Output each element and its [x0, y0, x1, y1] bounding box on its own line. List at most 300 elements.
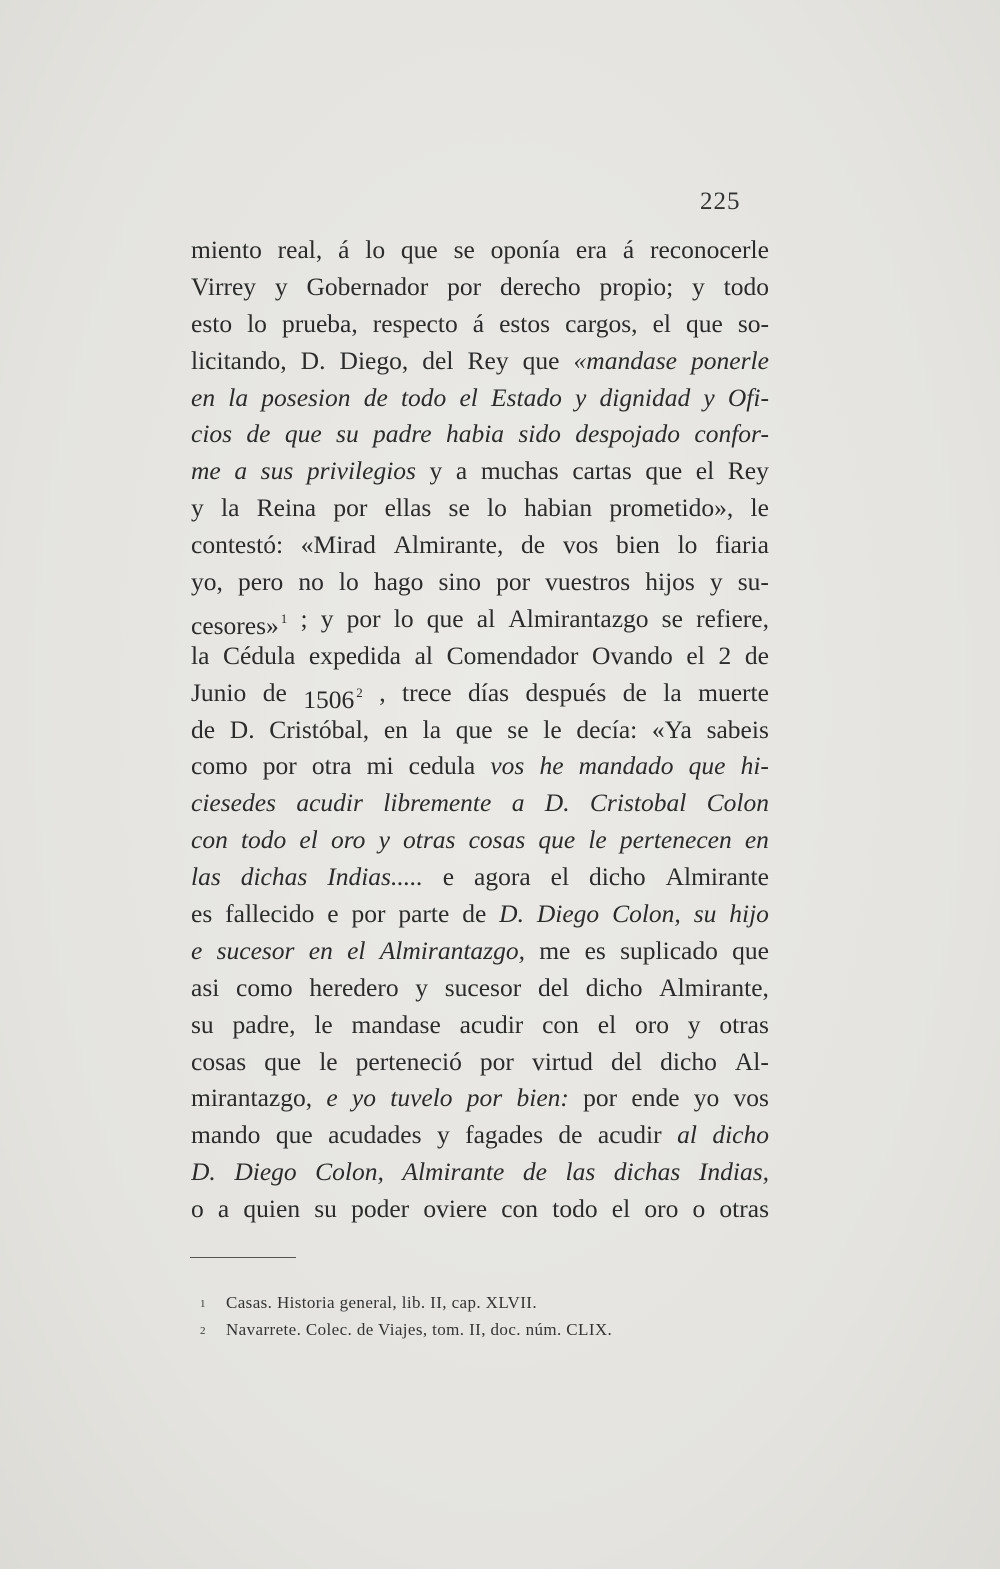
word-text: vuestros	[545, 567, 631, 597]
word	[719, 1191, 769, 1228]
word	[356, 1044, 462, 1081]
word-text: en	[191, 382, 216, 412]
word	[598, 1007, 616, 1044]
word-text: sus	[260, 456, 294, 486]
word-text: parte	[398, 899, 450, 929]
word-text: Almirante	[402, 1157, 505, 1187]
word	[703, 380, 714, 417]
word-text: de	[262, 677, 287, 707]
word	[652, 712, 692, 749]
word	[499, 896, 524, 933]
word-text: lo	[393, 603, 414, 633]
word-text: me	[539, 935, 571, 965]
word-text: me	[191, 456, 221, 486]
word-text: por	[466, 1083, 503, 1113]
word-text: lo	[338, 567, 359, 597]
word	[729, 896, 769, 933]
word-text: por	[583, 1083, 618, 1113]
word	[351, 896, 385, 933]
word	[545, 564, 630, 601]
text-line	[191, 343, 769, 380]
word	[666, 859, 769, 896]
word	[512, 785, 525, 822]
word-text: de	[521, 530, 546, 560]
word-text: trece	[402, 677, 452, 707]
word	[724, 269, 769, 306]
word-text: e	[191, 935, 203, 965]
word	[339, 564, 359, 601]
word	[384, 712, 408, 749]
word	[191, 306, 232, 343]
word	[331, 822, 365, 859]
word	[191, 1191, 204, 1228]
word	[228, 380, 248, 417]
word-text: fallecido	[225, 899, 315, 929]
word	[659, 970, 769, 1007]
word-text: Ofi-	[727, 382, 769, 412]
word	[620, 933, 718, 970]
word	[225, 896, 314, 933]
word-text: mandado	[578, 751, 674, 781]
word-text: mirantazgo,	[191, 1083, 313, 1113]
word	[223, 638, 295, 675]
word-text: habian	[524, 493, 593, 523]
word	[677, 1117, 697, 1154]
word-text: de	[744, 640, 769, 670]
word	[319, 1044, 337, 1081]
word-text: otras	[719, 1194, 769, 1224]
word-text: a	[511, 788, 525, 818]
word	[191, 638, 209, 675]
word	[728, 453, 769, 490]
word-text: al	[677, 1120, 697, 1150]
word	[575, 416, 680, 453]
word-text: muchas	[480, 456, 559, 486]
word-text: Virrey	[191, 271, 257, 301]
word-text: licitando,	[191, 345, 287, 375]
word	[507, 712, 528, 749]
word-text: la	[663, 677, 682, 707]
word	[462, 896, 486, 933]
word-text: «Mirad	[300, 530, 376, 560]
word-text: prueba,	[281, 308, 358, 338]
word-text: es	[191, 899, 213, 929]
word	[538, 970, 569, 1007]
word-text: o	[191, 1194, 204, 1224]
text-line	[191, 748, 769, 785]
word	[712, 1117, 769, 1154]
word	[635, 1007, 669, 1044]
word	[379, 675, 385, 712]
word	[456, 712, 493, 749]
word-text: el	[459, 382, 478, 412]
word	[477, 601, 495, 638]
word	[191, 1080, 312, 1117]
word	[307, 453, 416, 490]
word	[465, 1117, 543, 1154]
word	[583, 1080, 617, 1117]
word	[234, 453, 247, 490]
word-text: todo	[552, 1194, 598, 1224]
word-text: real,	[277, 235, 323, 264]
word	[650, 232, 769, 269]
word	[191, 896, 212, 933]
word	[620, 822, 732, 859]
word	[694, 416, 769, 453]
word-text: ende	[631, 1083, 680, 1113]
word-text: y	[692, 271, 705, 301]
word	[491, 380, 562, 417]
word-text: cargos,	[565, 308, 638, 338]
word	[365, 232, 385, 269]
word-text: el	[695, 456, 715, 486]
word-text: hijos	[645, 567, 695, 597]
word	[551, 859, 569, 896]
text-line	[191, 1117, 769, 1154]
word	[437, 1117, 450, 1154]
word-text: «mandase	[573, 345, 677, 375]
word-text: fiaria	[715, 530, 769, 560]
word-text: le	[750, 493, 769, 523]
word	[663, 675, 681, 712]
word	[526, 675, 607, 712]
word	[585, 933, 606, 970]
text-line	[191, 822, 769, 859]
word	[645, 453, 682, 490]
word	[303, 675, 363, 712]
word	[191, 1117, 260, 1154]
word-text: la	[228, 382, 249, 412]
word-text: dicho	[588, 862, 646, 892]
word-text: en	[383, 714, 408, 744]
word	[246, 416, 270, 453]
text-line	[191, 601, 769, 638]
word-text: su	[693, 899, 717, 929]
word-text: hago	[373, 567, 424, 597]
word-text: Gobernador	[306, 271, 429, 301]
word	[644, 1191, 678, 1228]
word	[298, 564, 324, 601]
word-text: Cristóbal,	[269, 714, 370, 744]
word-text: y	[687, 1009, 701, 1039]
word	[499, 306, 550, 343]
word	[686, 638, 704, 675]
word-text: Indias,	[698, 1157, 769, 1187]
word-text: pertenecen	[619, 825, 732, 855]
word	[518, 416, 561, 453]
word-text: yo,	[191, 567, 223, 597]
word	[500, 269, 581, 306]
word-text: de	[622, 677, 647, 707]
word	[238, 564, 283, 601]
word	[352, 1007, 441, 1044]
word-text: Colon,	[612, 899, 681, 929]
word-text: Almirantazgo,	[379, 935, 525, 965]
body-text	[191, 232, 769, 1228]
word-text: lo	[677, 530, 698, 560]
word-text: se	[453, 235, 475, 264]
word	[732, 933, 769, 970]
word-text: acudir	[459, 1009, 524, 1039]
text-line	[191, 564, 769, 601]
word	[575, 380, 586, 417]
word	[336, 416, 359, 453]
word-text: se	[661, 603, 683, 633]
word-text: que	[538, 825, 576, 855]
footnote-2	[200, 1317, 760, 1344]
word-text: Cédula	[223, 640, 296, 670]
text-line	[191, 859, 769, 896]
word	[352, 1080, 376, 1117]
word-text: otras	[403, 825, 456, 855]
word	[439, 564, 482, 601]
word	[487, 490, 507, 527]
word-text: 2	[718, 640, 732, 670]
word	[698, 675, 769, 712]
word	[576, 232, 607, 269]
word-text: ,	[379, 677, 386, 707]
word	[523, 1154, 547, 1191]
word-text: so-	[737, 308, 769, 338]
word	[276, 1117, 313, 1154]
word	[191, 712, 215, 749]
word-text: Estado	[491, 382, 562, 412]
word-text: e	[327, 899, 339, 929]
word	[623, 675, 647, 712]
word	[367, 748, 394, 785]
word	[689, 748, 726, 785]
word	[241, 822, 286, 859]
word-text: el	[550, 862, 570, 892]
word-text: estos	[499, 308, 551, 338]
word	[191, 232, 262, 269]
word-text: expedida	[308, 640, 401, 670]
word	[447, 269, 481, 306]
word-text: el	[597, 1009, 617, 1039]
word	[653, 306, 671, 343]
word-text: hijo	[729, 899, 769, 929]
word	[468, 675, 509, 712]
word-text: bien:	[516, 1083, 569, 1113]
word	[191, 453, 221, 490]
word	[456, 453, 467, 490]
word-text: después	[525, 677, 607, 707]
word-text: a	[234, 456, 248, 486]
word	[454, 232, 475, 269]
word	[745, 822, 769, 859]
word	[699, 1154, 769, 1191]
word-text: con	[501, 1194, 539, 1224]
word-text: por	[262, 751, 297, 781]
word	[598, 1117, 662, 1154]
word-text: sino	[438, 567, 482, 597]
word-text: la	[220, 493, 240, 523]
word	[191, 1007, 214, 1044]
word-text: que	[688, 751, 726, 781]
word-text: como	[236, 972, 293, 1002]
word	[217, 933, 295, 970]
word-text: Diego	[234, 1157, 297, 1187]
word-text: sabeis	[706, 714, 769, 744]
word-text: de	[522, 1157, 547, 1187]
word-text: padre,	[232, 1009, 296, 1039]
page-number: 225	[700, 188, 741, 215]
word	[402, 1154, 504, 1191]
word-text: ponerle	[691, 345, 769, 375]
word	[537, 896, 599, 933]
word	[611, 1044, 642, 1081]
text-line	[191, 306, 769, 343]
word	[430, 453, 443, 490]
word	[364, 380, 388, 417]
word	[707, 785, 769, 822]
word	[321, 601, 334, 638]
word	[264, 1044, 301, 1081]
word-text: dicho	[712, 1120, 769, 1150]
word	[738, 564, 769, 601]
word	[579, 748, 674, 785]
word	[427, 601, 464, 638]
word	[710, 564, 723, 601]
word	[469, 822, 526, 859]
word	[474, 859, 531, 896]
word-text: y	[709, 567, 723, 597]
word-text: al	[414, 640, 434, 670]
word-text: 1506	[303, 684, 355, 712]
word	[481, 453, 559, 490]
word	[402, 675, 452, 712]
word	[398, 896, 449, 933]
word-text: padre	[373, 419, 432, 449]
word	[373, 416, 432, 453]
word-text: tuvelo	[390, 1083, 453, 1113]
word-text: y	[274, 271, 288, 301]
word-text: dignidad	[599, 382, 691, 412]
word	[373, 306, 458, 343]
text-line	[191, 896, 769, 933]
word-text: dichas	[613, 1157, 681, 1187]
word	[309, 970, 398, 1007]
word-text: todo	[723, 271, 769, 301]
word-text: que	[522, 345, 560, 375]
word	[383, 785, 491, 822]
word-text: cosas	[191, 1046, 247, 1076]
word-text: á	[472, 308, 485, 338]
word-text: a	[455, 456, 468, 486]
word	[631, 1080, 679, 1117]
word	[247, 306, 267, 343]
word	[326, 1080, 337, 1117]
word	[243, 1191, 300, 1228]
word	[745, 638, 769, 675]
word	[191, 269, 256, 306]
word	[467, 1080, 502, 1117]
word	[738, 306, 769, 343]
word	[423, 1191, 487, 1228]
word	[351, 1191, 409, 1228]
word	[218, 1191, 229, 1228]
word	[278, 232, 323, 269]
word-text: cartas	[572, 456, 632, 486]
word	[347, 933, 365, 970]
word	[735, 1044, 769, 1081]
word-text: que	[732, 935, 769, 965]
word-text: libremente	[383, 788, 492, 818]
word	[394, 527, 504, 564]
word	[233, 1007, 296, 1044]
word	[338, 232, 349, 269]
word-text: el	[299, 825, 318, 855]
word	[473, 306, 484, 343]
word	[588, 822, 606, 859]
word	[490, 748, 524, 785]
word-text: y	[436, 1120, 450, 1150]
word-text: dicho	[660, 1046, 717, 1076]
word-text: ;	[300, 603, 308, 633]
word-text: D.	[544, 788, 570, 818]
word	[390, 1080, 452, 1117]
word-text: prometido»,	[609, 493, 734, 523]
text-line	[191, 416, 769, 453]
word-text: decía:	[576, 714, 638, 744]
word	[751, 490, 769, 527]
word	[563, 527, 598, 564]
word	[645, 564, 695, 601]
word-text: mi	[366, 751, 394, 781]
word-text: D.	[229, 714, 255, 744]
word	[191, 1154, 216, 1191]
word	[309, 638, 401, 675]
text-line	[191, 527, 769, 564]
word-text: Reina	[256, 493, 317, 523]
word	[614, 1154, 681, 1191]
text-line	[191, 1191, 769, 1228]
word	[221, 490, 239, 527]
word	[333, 490, 367, 527]
word	[496, 564, 530, 601]
word-text: Rey	[467, 345, 509, 375]
word	[590, 785, 686, 822]
word	[379, 822, 390, 859]
word-text: todo	[240, 825, 287, 855]
word	[191, 343, 287, 380]
word-text: miento	[191, 235, 262, 264]
word-text: oro	[634, 1009, 669, 1039]
text-line	[191, 1044, 769, 1081]
word-text: días	[468, 677, 510, 707]
word	[612, 896, 681, 933]
word	[340, 343, 409, 380]
word-text: cosas	[468, 825, 526, 855]
footnote-text: Navarrete. Colec. de Viajes, tom. II, doc. núm. CLIX.	[226, 1320, 613, 1339]
word-text: contestó:	[191, 530, 284, 560]
word-text: que	[685, 308, 723, 338]
word	[696, 601, 769, 638]
word	[692, 269, 705, 306]
word-text: cios	[191, 419, 233, 449]
word	[662, 601, 683, 638]
word-text: propio;	[599, 271, 674, 301]
word-text: cedula	[408, 751, 476, 781]
word-text: respecto	[372, 308, 458, 338]
word-text: era	[575, 235, 608, 264]
word	[309, 933, 333, 970]
word-text: asi	[191, 972, 220, 1002]
word-text: fagades	[465, 1120, 543, 1150]
footnote-text: Casas. Historia general, lib. II, cap. XLVII.	[226, 1293, 538, 1312]
word-text: poder	[351, 1194, 410, 1224]
word-text: Colon	[706, 788, 769, 818]
